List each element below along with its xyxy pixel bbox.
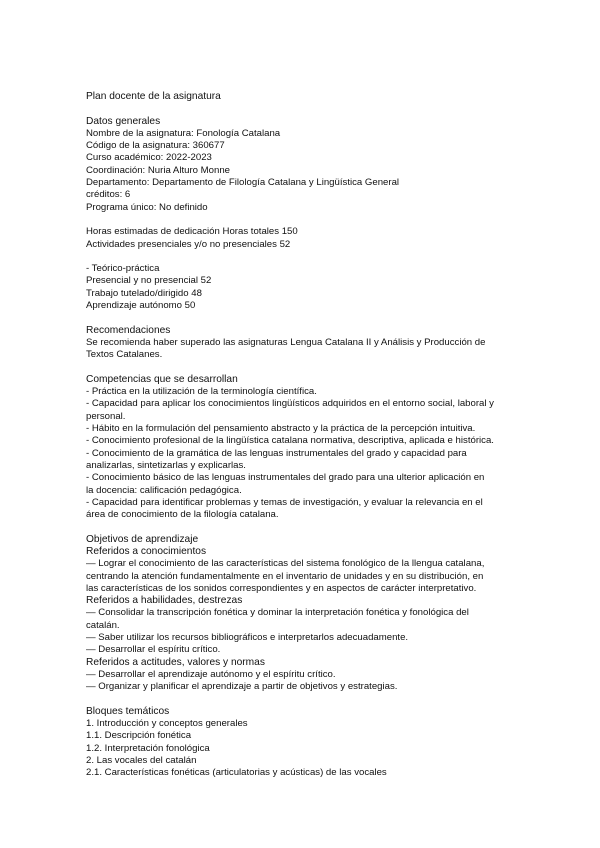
bloques-section [86,706,526,780]
bloque-line: 2.1. Características fonéticas (articulatorias y acústicas) de las vocales [86,767,387,779]
competencia-line: personal. [86,410,126,422]
competencia-line: - Conocimiento profesional de la lingüística catalana normativa, descriptiva, aplicada e histórica. [86,435,494,447]
recomendaciones-line: Textos Catalanes. [86,349,163,361]
competencia-line: analizarlas, sintetizarlas y explicarlas. [86,459,246,471]
habilidades-heading: Referidos a habilidades, destrezas [86,595,243,607]
competencia-line: - Capacidad para identificar problemas y temas de investigación, y evaluar la relevancia en el [86,496,483,508]
spacer [86,312,526,324]
spacer [86,362,526,374]
document-page [86,91,526,780]
modalidad-tipo: - Teórico-práctica [86,263,160,275]
creditos: créditos: 6 [86,189,131,201]
actividades-presenciales: Actividades presenciales y/o no presenciales 52 [86,238,291,250]
objetivo-line: — Organizar y planificar el aprendizaje a partir de objetivos y estrategias. [86,681,398,693]
nombre-asignatura: Nombre de la asignatura: Fonología Catalana [86,127,281,139]
competencia-line: área de conocimiento de la filología catalana. [86,509,279,521]
spacer [86,214,526,226]
coordinacion: Coordinación: Nuria Alturo Monne [86,164,230,176]
competencia-line: - Capacidad para aplicar los conocimientos lingüísticos adquiridos en el entorno social, laboral y [86,398,494,410]
competencias-section [86,374,526,522]
objetivos-section [86,534,526,694]
spacer [86,521,526,533]
objetivo-line: centrando la atención fundamentalmente en el inventario de unidades y en su distribución, en [86,570,484,582]
horas-section [86,226,526,251]
competencia-line: - Conocimiento básico de las lenguas instrumentales del grado para una ulterior aplicación en [86,472,485,484]
codigo-asignatura: Código de la asignatura: 360677 [86,140,225,152]
horas-totales: Horas estimadas de dedicación Horas totales 150 [86,226,298,238]
objetivo-line: — Saber utilizar los recursos bibliográficos e interpretarlos adecuadamente. [86,632,409,644]
actitudes-heading: Referidos a actitudes, valores y normas [86,656,265,668]
recomendaciones-section [86,325,526,362]
objetivo-line: — Desarrollar el aprendizaje autónomo y el espíritu crítico. [86,668,336,680]
spacer [86,103,526,115]
bloque-line: 1.1. Descripción fonética [86,730,192,742]
conocimientos-heading: Referidos a conocimientos [86,545,207,557]
objetivo-line: — Desarrollar el espíritu crítico. [86,644,221,656]
competencia-line: la docencia: calificación pedagógica. [86,484,242,496]
modalidad-presencial: Presencial y no presencial 52 [86,275,212,287]
bloque-line: 1. Introducción y conceptos generales [86,718,248,730]
objetivos-heading: Objetivos de aprendizaje [86,533,199,545]
bloque-line: 1.2. Interpretación fonológica [86,742,210,754]
bloque-line: 2. Las vocales del catalán [86,755,197,767]
competencia-line: - Práctica en la utilización de la terminología científica. [86,386,317,398]
objetivo-line: — Consolidar la transcripción fonética y dominar la interpretación fonética y fonológica del [86,607,469,619]
spacer [86,694,526,706]
recomendaciones-line: Se recomienda haber superado las asignaturas Lengua Catalana II y Análisis y Producción de [86,336,486,348]
competencia-line: - Hábito en la formulación del pensamiento abstracto y la práctica de la percepción intuitiva. [86,423,476,435]
objetivo-line: catalán. [86,619,120,631]
competencia-line: - Conocimiento de la gramática de las lenguas instrumentales del grado y capacidad para [86,447,467,459]
objetivo-line: — Lograr el conocimiento de las características del sistema fonológico de la llengua catalana, [86,558,485,570]
bloques-heading: Bloques temáticos [86,705,170,717]
datos-generales-heading: Datos generales [86,115,161,127]
curso-academico: Curso académico: 2022-2023 [86,152,212,164]
document-title: Plan docente de la asignatura [86,91,221,102]
departamento: Departamento: Departamento de Filología Catalana y Lingüística General [86,177,400,189]
modalidad-autonomo: Aprendizaje autónomo 50 [86,300,196,312]
competencias-heading: Competencias que se desarrollan [86,373,238,385]
programa: Programa único: No definido [86,201,208,213]
objetivo-line: las características de los sonidos correspondientes y en aspectos de carácter interpretativo. [86,582,477,594]
datos-generales-section [86,116,526,214]
spacer [86,251,526,263]
modalidad-section [86,263,526,312]
modalidad-tutelado: Trabajo tutelado/dirigido 48 [86,287,202,299]
recomendaciones-heading: Recomendaciones [86,324,171,336]
